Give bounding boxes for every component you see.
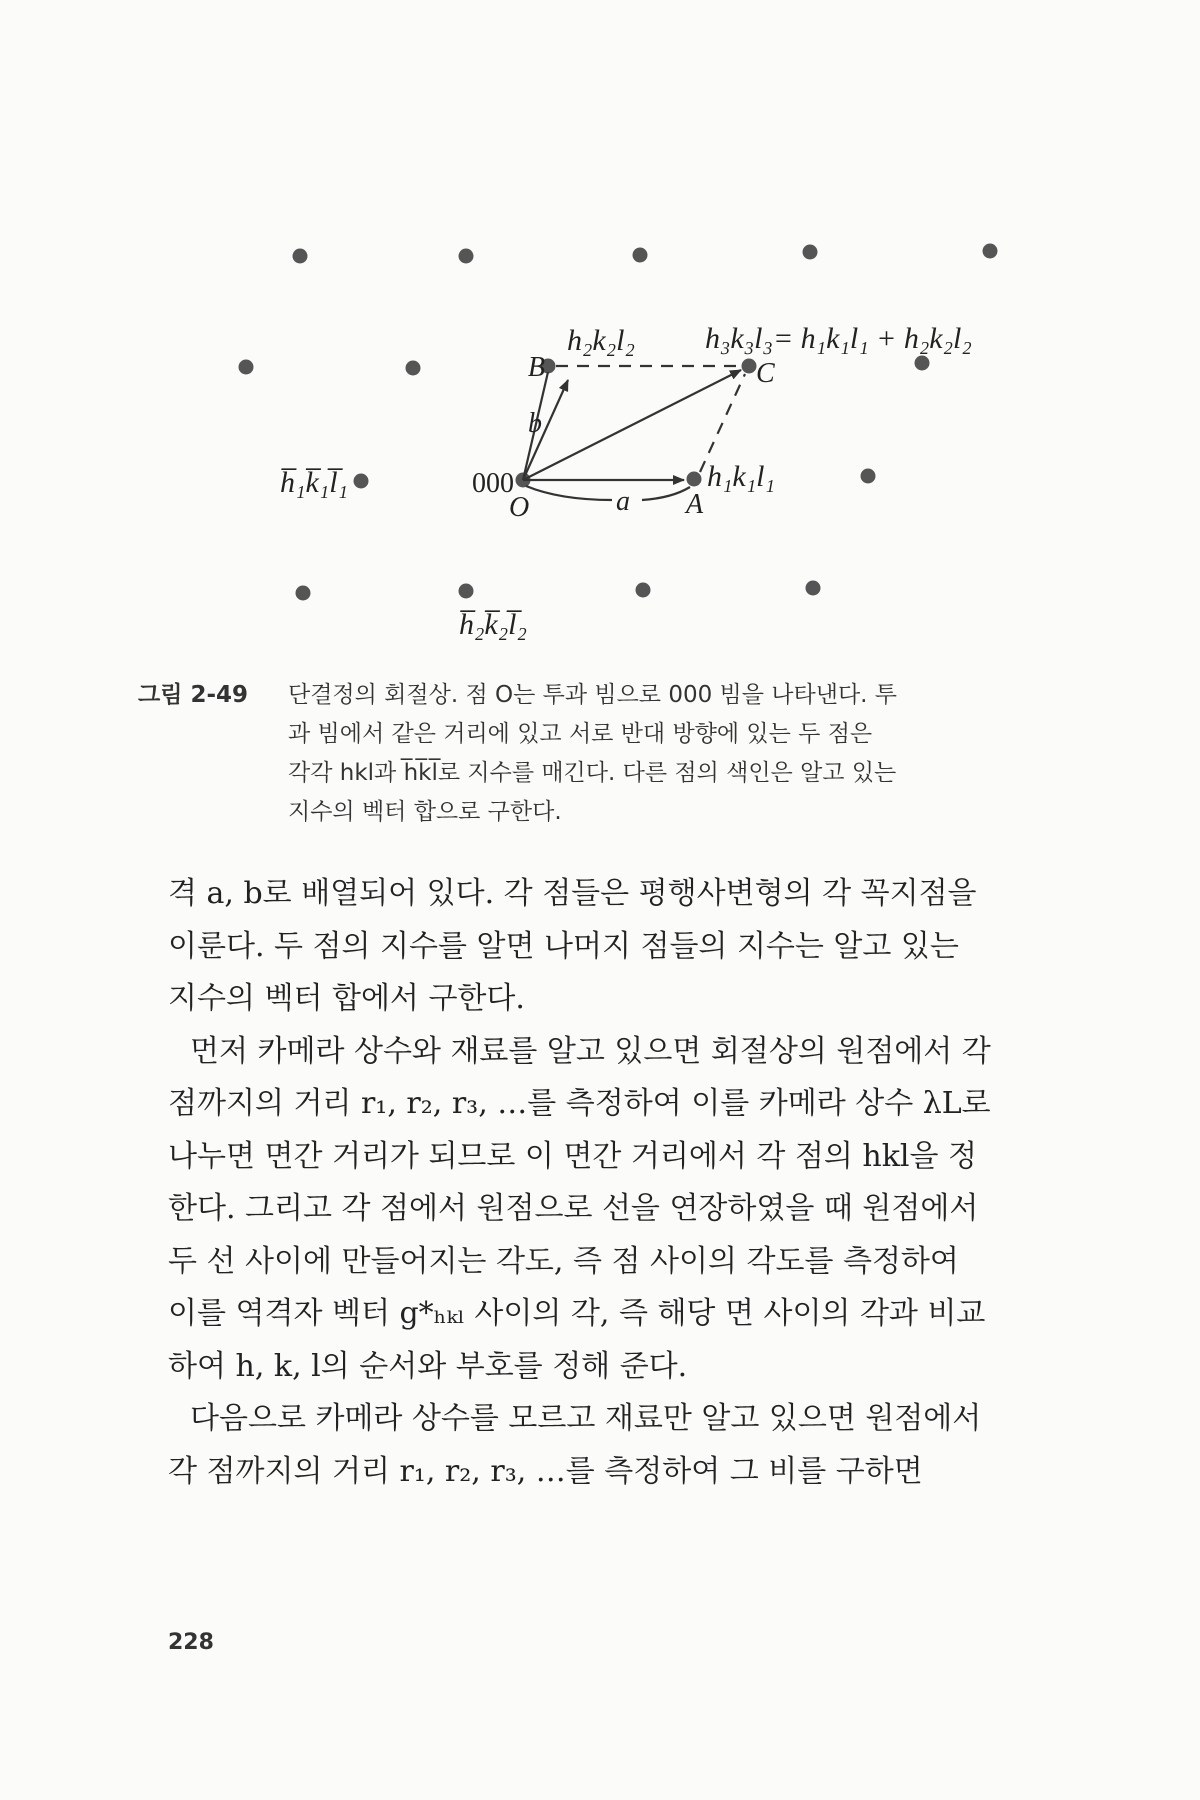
label-h2k2l2: h₂k₂l₂ (567, 324, 635, 357)
label-neg-h1k1l1: h̅₁k̅₁l̅₁ (280, 466, 348, 499)
body-line: 이룬다. 두 점의 지수를 알면 나머지 점들의 지수는 알고 있는 (168, 928, 959, 964)
figure-label: 그림 2-49 (138, 682, 248, 708)
page-number: 228 (168, 1630, 214, 1655)
body-line: 나누면 면간 거리가 되므로 이 면간 거리에서 각 점의 hkl을 정 (168, 1138, 977, 1174)
spot-a (687, 472, 702, 487)
spot (633, 248, 648, 263)
label-point-c: C (756, 358, 775, 389)
label-h3k3l3-sum: h₃k₃l₃= h₁k₁l₁ + h₂k₂l₂ (705, 322, 972, 355)
body-line: 한다. 그리고 각 점에서 원점으로 선을 연장하였을 때 원점에서 (168, 1191, 979, 1226)
body-line: 하여 h, k, l의 순서와 부호를 정해 준다. (168, 1348, 688, 1384)
spot (296, 586, 311, 601)
spot (861, 469, 876, 484)
caption-line: 각각 hkl과 h̅k̅l̅로 지수를 매긴다. 다른 점의 색인은 알고 있는 (288, 760, 897, 786)
label-vector-b: b (528, 408, 542, 439)
spot (459, 249, 474, 264)
dashed-ac (700, 374, 745, 472)
label-point-a: A (686, 489, 704, 520)
body-line: 먼저 카메라 상수와 재료를 알고 있으면 회절상의 원점에서 각 (190, 1033, 991, 1069)
body-line: 격 a, b로 배열되어 있다. 각 점들은 평행사변형의 각 꼭지점을 (168, 876, 977, 911)
arc-a (526, 486, 612, 500)
label-point-b: B (527, 352, 545, 383)
caption-line: 지수의 벡터 합으로 구한다. (288, 799, 562, 825)
caption-text (288, 676, 1078, 832)
body-text (168, 868, 1074, 1498)
label-vector-a: a (616, 486, 630, 517)
body-line: 점까지의 거리 r₁, r₂, r₃, …를 측정하여 이를 카메라 상수 λL로 (168, 1086, 991, 1121)
body-line: 지수의 벡터 합에서 구한다. (168, 981, 525, 1016)
spot (806, 581, 821, 596)
body-line: 다음으로 카메라 상수를 모르고 재료만 알고 있으면 원점에서 (190, 1401, 982, 1436)
spot-neg-h2k2l2 (459, 584, 474, 599)
label-h1k1l1: h₁k₁l₁ (707, 460, 775, 493)
spot-neg-h1k1l1 (354, 474, 369, 489)
spot (915, 356, 930, 371)
caption-line: 과 빔에서 같은 거리에 있고 서로 반대 방향에 있는 두 점은 (288, 721, 873, 747)
label-neg-h2k2l2: h̅₂k̅₂l̅₂ (459, 608, 527, 641)
spot (239, 360, 254, 375)
spot (636, 583, 651, 598)
diffraction-spots (239, 244, 998, 601)
spot (983, 244, 998, 259)
body-line: 두 선 사이에 만들어지는 각도, 즉 점 사이의 각도를 측정하여 (168, 1243, 959, 1279)
label-origin-index: 000 (472, 468, 514, 499)
body-line: 이를 역격자 벡터 g*ₕₖₗ 사이의 각, 즉 해당 면 사이의 각과 비교 (168, 1296, 986, 1331)
diffraction-pattern-figure (0, 0, 1200, 680)
caption-line: 단결정의 회절상. 점 O는 투과 빔으로 000 빔을 나타낸다. 투 (288, 682, 898, 708)
body-line: 각 점까지의 거리 r₁, r₂, r₃, …를 측정하여 그 비를 구하면 (168, 1453, 923, 1489)
spot (406, 361, 421, 376)
spot (803, 245, 818, 260)
label-point-o: O (509, 492, 530, 523)
arc-a-right (642, 487, 690, 500)
spot (293, 249, 308, 264)
spot-c (742, 359, 757, 374)
